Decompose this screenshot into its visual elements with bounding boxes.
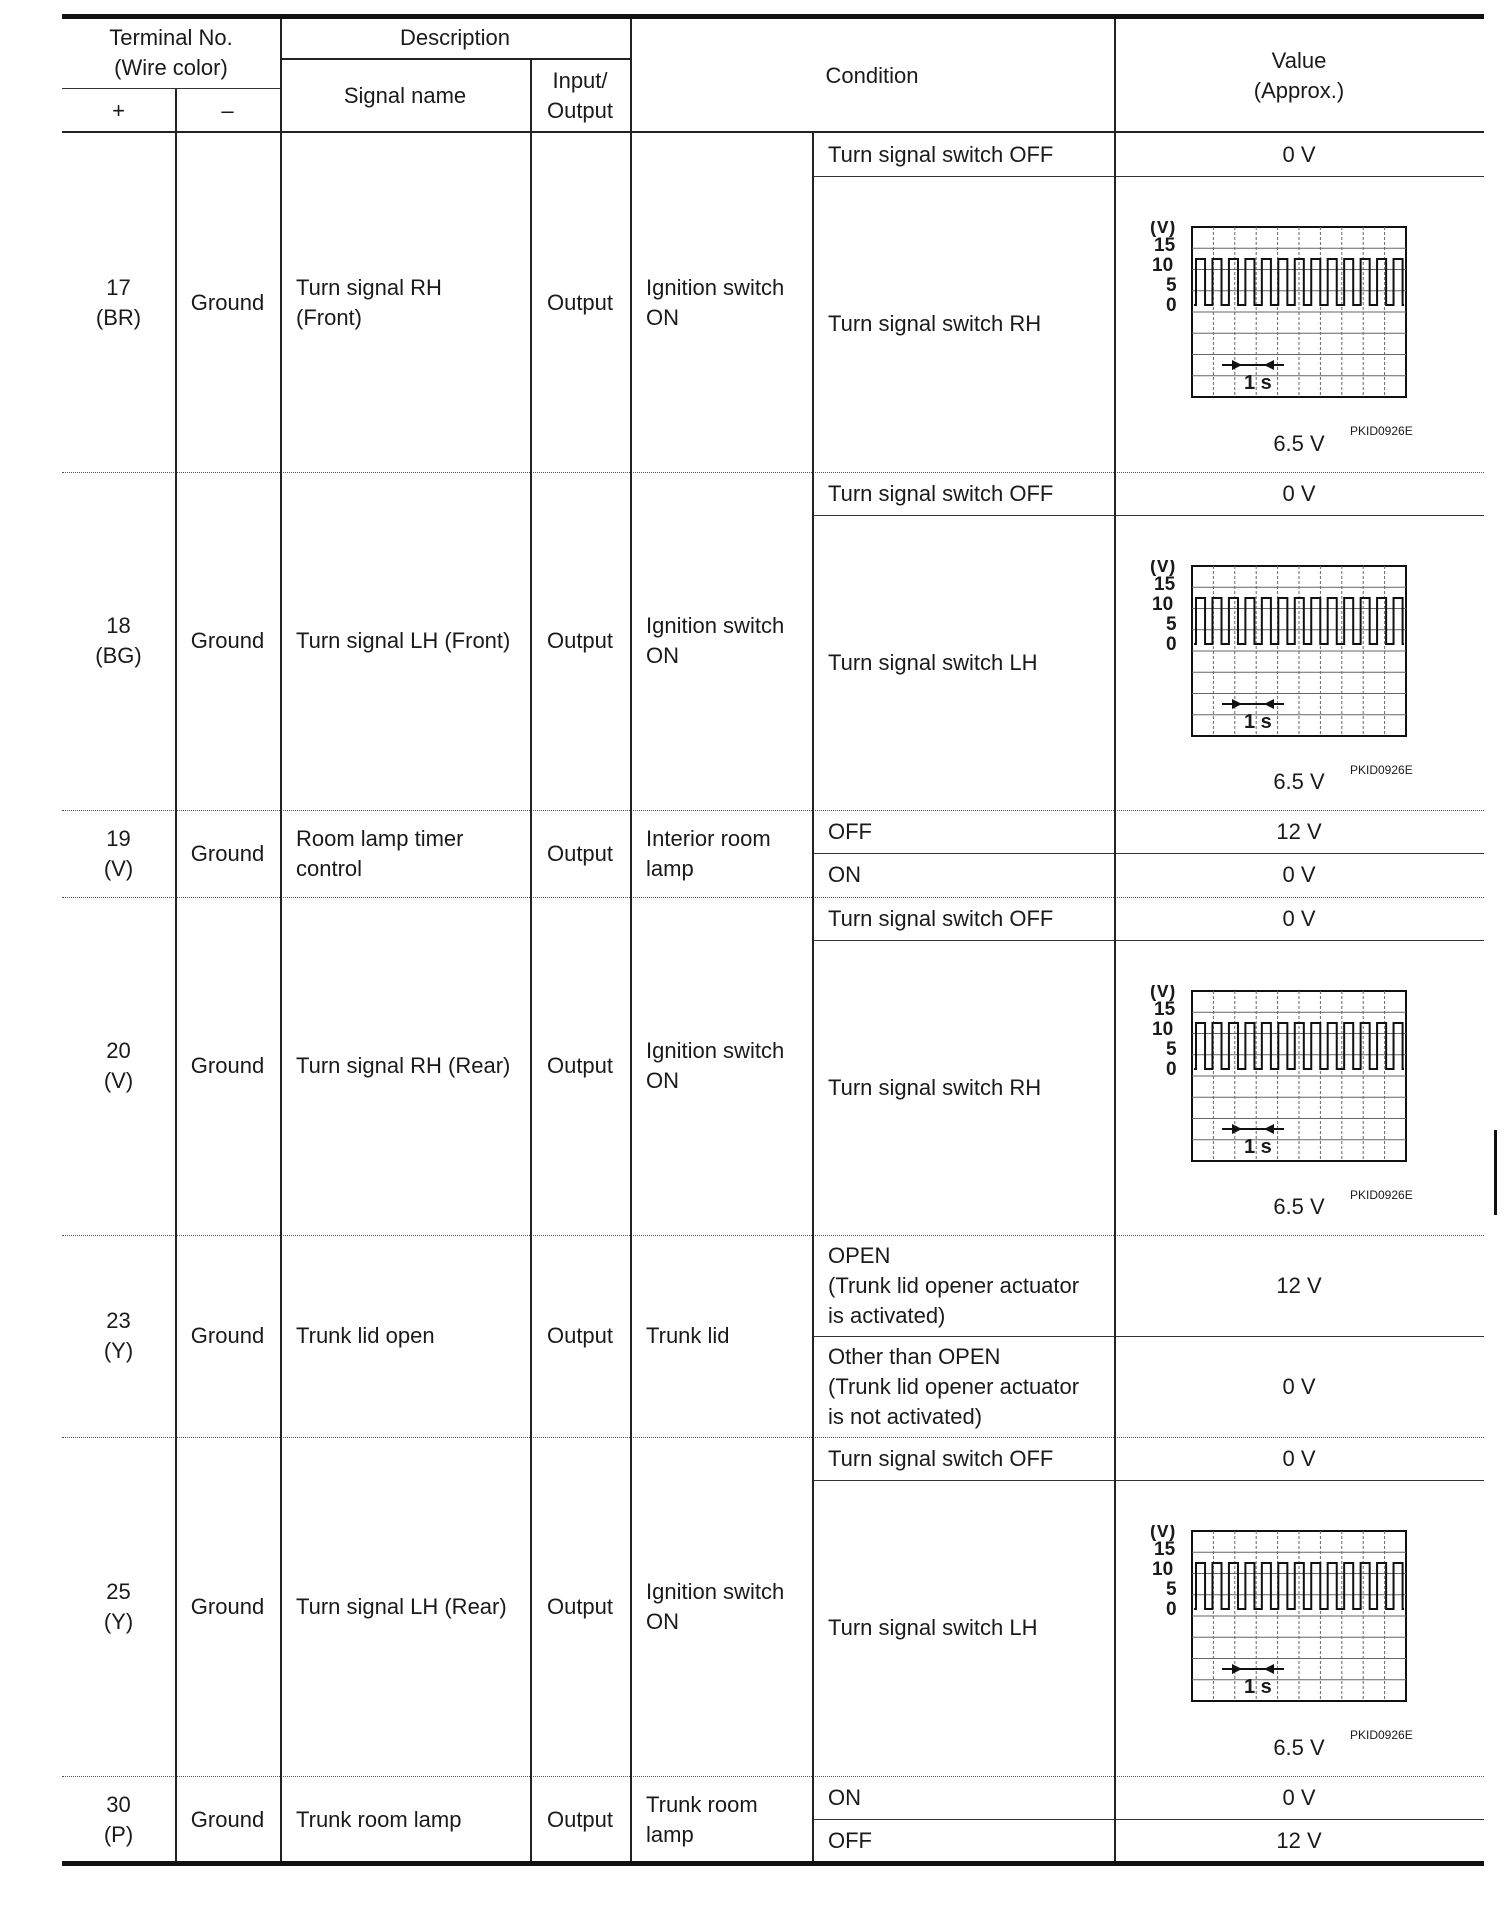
state-value: 12 V [1276, 1828, 1322, 1853]
state-separator [812, 1336, 1484, 1337]
state-label: Turn signal switch LH [828, 1615, 1038, 1640]
state-value: 6.5 V [1273, 1194, 1325, 1219]
state-label: OFF [828, 818, 872, 844]
state-value: 6.5 V [1273, 431, 1325, 456]
state-value: 12 V [1276, 818, 1322, 844]
scope-tick-15: 15 [1154, 1539, 1176, 1560]
signal-name: Trunk room lamp [296, 1806, 462, 1832]
state-separator [812, 176, 1484, 177]
scope-unit-label: (V) [1150, 985, 1176, 1002]
column-rule [530, 58, 532, 1863]
scope-tick-10: 10 [1152, 1019, 1174, 1040]
terminal-number: 30 (P) [103, 1791, 134, 1847]
input-output: Output [546, 289, 614, 315]
state-label: ON [828, 862, 861, 887]
signal-name: Room lamp timer control [296, 825, 464, 881]
header-plus: + [112, 97, 125, 123]
scope-tick-0: 0 [1166, 295, 1177, 316]
state-label: ON [828, 1784, 861, 1810]
state-value: 6.5 V [1273, 1735, 1325, 1760]
signal-name: Turn signal LH (Front) [296, 628, 511, 653]
time-scale-label: 1 s [1244, 372, 1272, 394]
header-signal-name: Signal name [343, 82, 467, 108]
header-description: Description [399, 25, 511, 50]
state-label: Turn signal switch OFF [828, 905, 1054, 931]
condition: Ignition switch ON [646, 274, 785, 330]
scope-tick-5: 5 [1166, 275, 1177, 296]
scope-tick-0: 0 [1166, 634, 1177, 655]
scope-unit-label: (V) [1150, 1525, 1176, 1542]
input-output: Output [546, 1806, 614, 1832]
waveform-code-label: PKID0926E [1350, 424, 1413, 438]
state-label: OFF [828, 1828, 872, 1853]
header-bottom-rule [62, 131, 1484, 133]
time-scale-label: 1 s [1244, 711, 1272, 733]
input-output: Output [546, 840, 614, 866]
state-label: OPEN (Trunk lid opener actuator is activated) [828, 1242, 1080, 1328]
page-edge-mark [1494, 1130, 1497, 1215]
state-value: 0 V [1282, 1373, 1316, 1399]
ground-terminal: Ground [190, 628, 265, 653]
scope-tick-0: 0 [1166, 1599, 1177, 1620]
state-separator [812, 1819, 1484, 1820]
header-terminal: Terminal No. (Wire color) [109, 25, 233, 80]
state-separator [812, 853, 1484, 854]
scope-tick-15: 15 [1154, 235, 1176, 256]
state-label: Turn signal switch RH [828, 1074, 1042, 1100]
column-rule [812, 133, 814, 1863]
ground-terminal: Ground [190, 1806, 265, 1832]
state-label: Turn signal switch OFF [828, 480, 1054, 506]
state-label: Turn signal switch OFF [828, 141, 1054, 167]
header-rule [280, 58, 630, 60]
state-separator [812, 1480, 1484, 1481]
state-value: 0 V [1282, 480, 1316, 506]
condition: Ignition switch ON [646, 1578, 785, 1634]
scope-tick-10: 10 [1152, 594, 1174, 615]
ground-terminal: Ground [190, 1053, 265, 1078]
state-value: 12 V [1276, 1272, 1322, 1298]
terminal-number: 19 (V) [103, 825, 134, 881]
signal-name: Turn signal RH (Front) [296, 274, 442, 330]
condition: Ignition switch ON [646, 1038, 785, 1093]
oscilloscope-waveform-icon [1150, 985, 1430, 1185]
time-scale-label: 1 s [1244, 1676, 1272, 1698]
column-rule [280, 18, 282, 1863]
oscilloscope-waveform-icon [1150, 221, 1430, 421]
ground-terminal: Ground [190, 1593, 265, 1619]
ground-terminal: Ground [190, 289, 265, 315]
header-input-output: Input/ Output [546, 67, 614, 123]
scope-tick-15: 15 [1154, 999, 1176, 1020]
ground-terminal: Ground [190, 1323, 265, 1348]
signal-name: Turn signal RH (Rear) [296, 1053, 511, 1078]
state-value: 0 V [1282, 862, 1316, 887]
input-output: Output [546, 628, 614, 653]
state-value: 0 V [1282, 1784, 1316, 1810]
input-output: Output [546, 1323, 614, 1348]
ground-terminal: Ground [190, 840, 265, 866]
state-separator [812, 940, 1484, 941]
terminal-number: 20 (V) [103, 1038, 134, 1093]
scope-tick-5: 5 [1166, 1039, 1177, 1060]
state-label: Other than OPEN (Trunk lid opener actuator is not activated) [828, 1343, 1080, 1429]
column-rule [1114, 18, 1116, 1863]
state-value: 6.5 V [1273, 769, 1325, 794]
scope-tick-15: 15 [1154, 574, 1176, 595]
header-value: Value (Approx.) [1253, 47, 1345, 103]
state-value: 0 V [1282, 905, 1316, 931]
state-label: Turn signal switch OFF [828, 1445, 1054, 1471]
state-label: Turn signal switch LH [828, 649, 1038, 675]
scope-tick-5: 5 [1166, 1579, 1177, 1600]
scope-tick-0: 0 [1166, 1059, 1177, 1080]
waveform-code-label: PKID0926E [1350, 763, 1413, 777]
terminal-number: 17 (BR) [95, 274, 142, 330]
state-value: 0 V [1282, 141, 1316, 167]
scope-unit-label: (V) [1150, 221, 1176, 238]
condition: Ignition switch ON [646, 613, 785, 668]
input-output: Output [546, 1593, 614, 1619]
oscilloscope-waveform-icon [1150, 1525, 1430, 1725]
terminal-number: 18 (BG) [95, 613, 142, 668]
header-condition: Condition [825, 62, 919, 88]
signal-name: Trunk lid open [296, 1323, 435, 1348]
waveform-code-label: PKID0926E [1350, 1728, 1413, 1742]
state-label: Turn signal switch RH [828, 311, 1042, 336]
header-rule [62, 88, 280, 89]
scope-tick-10: 10 [1152, 1559, 1174, 1580]
table-bottom-rule [62, 1861, 1484, 1866]
condition: Trunk lid [646, 1323, 730, 1348]
input-output: Output [546, 1053, 614, 1078]
condition: Interior room lamp [646, 825, 771, 881]
scope-tick-5: 5 [1166, 614, 1177, 635]
terminal-number: 25 (Y) [103, 1578, 134, 1634]
oscilloscope-waveform-icon [1150, 560, 1430, 760]
table-top-rule [62, 14, 1484, 19]
scope-tick-10: 10 [1152, 255, 1174, 276]
column-rule [630, 18, 632, 1863]
time-scale-label: 1 s [1244, 1136, 1272, 1158]
header-minus: – [221, 97, 234, 123]
state-value: 0 V [1282, 1445, 1316, 1471]
state-separator [812, 515, 1484, 516]
terminal-number: 23 (Y) [103, 1308, 134, 1363]
condition: Trunk room lamp [646, 1791, 758, 1847]
scope-unit-label: (V) [1150, 560, 1176, 577]
waveform-code-label: PKID0926E [1350, 1188, 1413, 1202]
signal-name: Turn signal LH (Rear) [296, 1593, 507, 1619]
column-rule [175, 88, 177, 1863]
